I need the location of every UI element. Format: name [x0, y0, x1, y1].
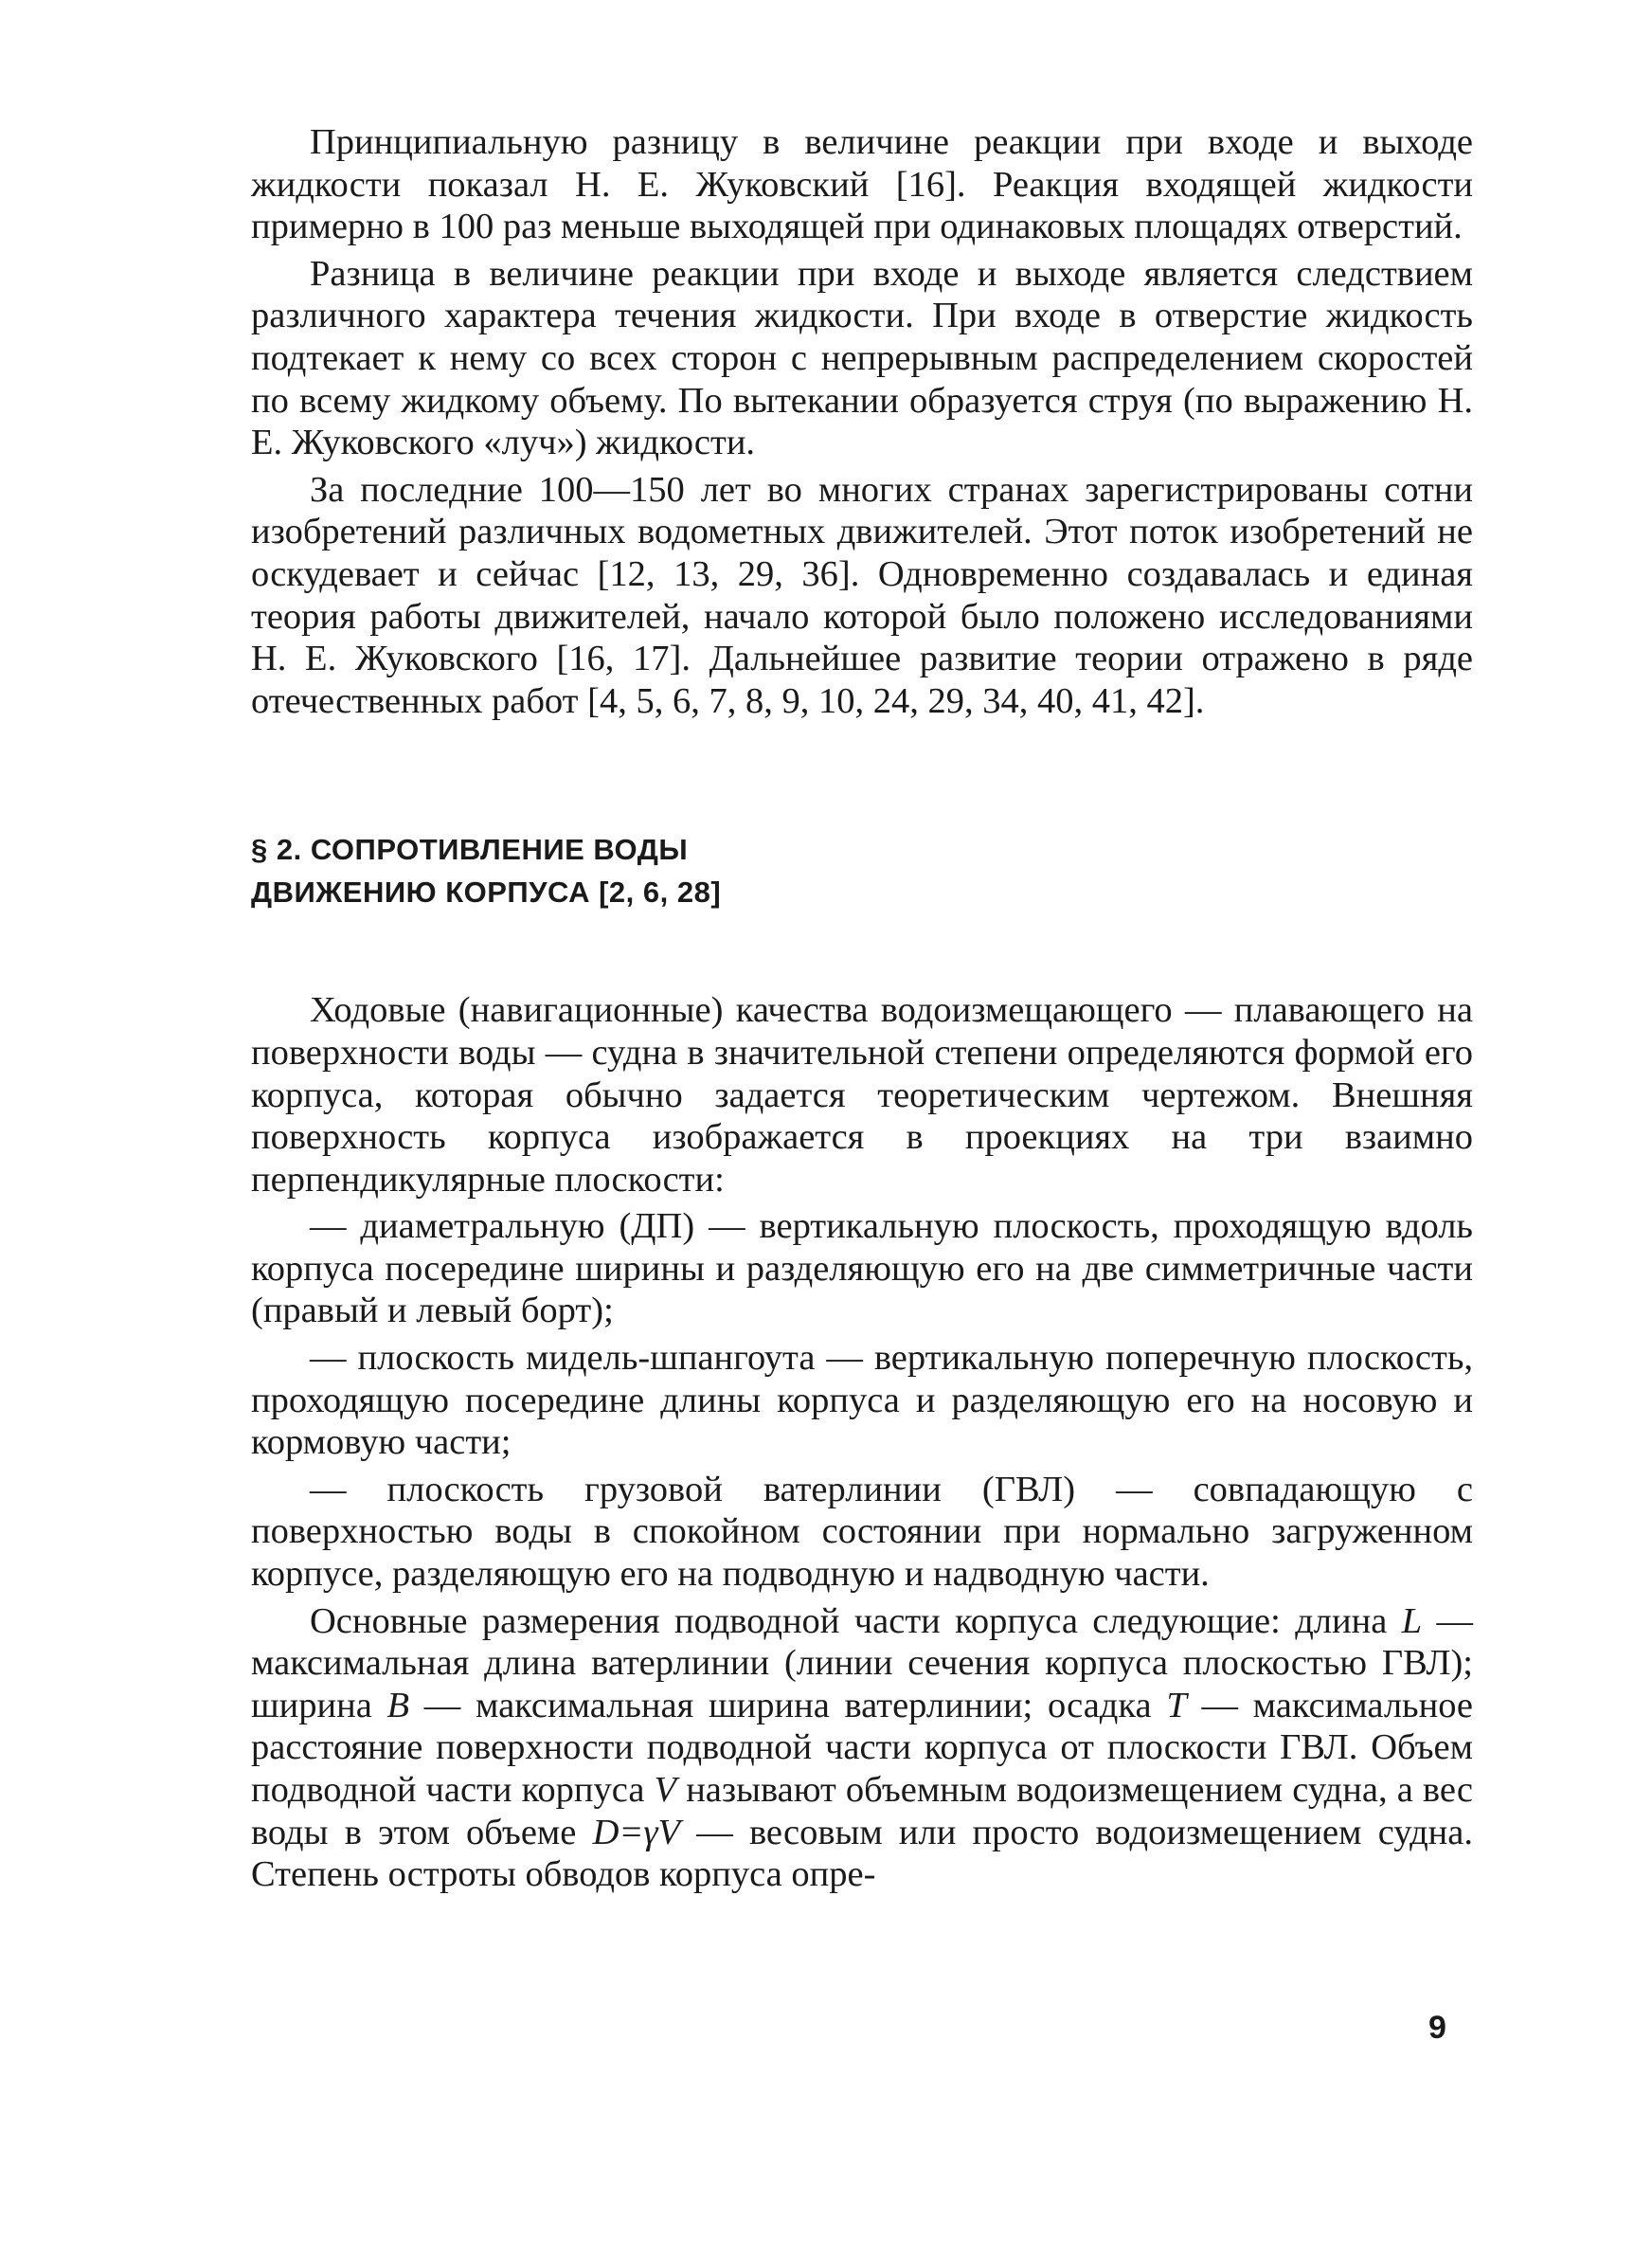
paragraph-inventions: За последние 100—150 лет во многих странах зарегистрированы сотни изобретений различных водометных движителей. Этот поток изобретений не оскудевает и сейчас [12, 13, 29, 36]. Одновременно создавалась и единая теория работы движителей, начало которой было положено исследованиями Н. Е. Жуковского [16, 17]. Дальнейшее развитие теории отражено в ряде отечественных работ [4, 5, 6, 7, 8, 9, 10, 24, 29, 34, 40, 41, 42]. — [251, 469, 1473, 721]
paragraph-zhukovsky-reaction: Принципиальную разницу в величине реакции при входе и выходе жидкости показал Н. Е. Жуковский [16]. Реакция входящей жидкости примерно в 100 раз меньше выходящей при одинаковых площадях отверстий. — [251, 122, 1473, 247]
paragraph-navigation-qualities: Ходовые (навигационные) качества водоизмещающего — плавающего на поверхности воды — судна в значительной степени определяются формой его корпуса, которая обычно задается теоретическим чертежом. Внешняя поверхность корпуса изображается в проекциях на три взаимно перпендикулярные плоскости: — [251, 990, 1473, 1200]
text-run: — максимальное расстояние поверхности подводной части корпуса от плоскости ГВЛ. Объем подводной части корпуса — [251, 1685, 1474, 1810]
formula-displacement: D=γV — [592, 1812, 681, 1852]
text-run: — максимальная ширина ватерлинии; осадка — [409, 1685, 1167, 1725]
symbol-breadth: B — [386, 1685, 410, 1725]
paragraph-reaction-difference: Разница в величине реакции при входе и выходе является следствием различного характера течения жидкости. При входе в отверстие жидкость подтекает к нему со всех сторон с непрерывным распределением скоростей по всему жидкому объему. По вытекании образуется струя (по выражению Н. Е. Жуковского «луч») жидкости. — [251, 253, 1473, 463]
text-run: — максимальная длина ватерлинии (линии сечения корпуса плоскостью ГВЛ); ширина — [251, 1600, 1473, 1725]
text-run: — весовым или просто водоизмещением судна. Степень остроты обводов корпуса опре- — [251, 1812, 1473, 1895]
text-run: Основные размерения подводной части корпуса следующие: длина — [310, 1600, 1402, 1641]
section-heading-line-1: § 2. СОПРОТИВЛЕНИЕ ВОДЫ — [251, 833, 689, 867]
section-heading-line-2: ДВИЖЕНИЮ КОРПУСА [2, 6, 28] — [251, 876, 722, 910]
section-heading — [251, 828, 1473, 913]
text-run: называют объемным водоизмещением судна, а вес воды в этом объеме — [251, 1770, 1474, 1852]
symbol-draft: T — [1166, 1685, 1187, 1725]
list-item-midship-plane: — плоскость мидель-шпангоута — вертикальную поперечную плоскость, проходящую посередине длины корпуса и разделяющую его на носовую и кормовую части; — [251, 1338, 1473, 1463]
paragraph-main-dimensions — [251, 1600, 1473, 1896]
symbol-volume: V — [654, 1770, 677, 1810]
page-content — [251, 121, 1473, 1896]
list-item-waterline-plane: — плоскость грузовой ватерлинии (ГВЛ) — совпадающую с поверхностью воды в спокойном состоянии при нормально загруженном корпусе, разделяющую его на подводную и надводную части. — [251, 1469, 1473, 1595]
symbol-length: L — [1401, 1600, 1423, 1641]
page-number: 9 — [1428, 2010, 1446, 2046]
list-item-diametral-plane: — диаметральную (ДП) — вертикальную плоскость, проходящую вдоль корпуса посередине ширины и разделяющую его на две симметричные части (правый и левый борт); — [251, 1206, 1473, 1331]
